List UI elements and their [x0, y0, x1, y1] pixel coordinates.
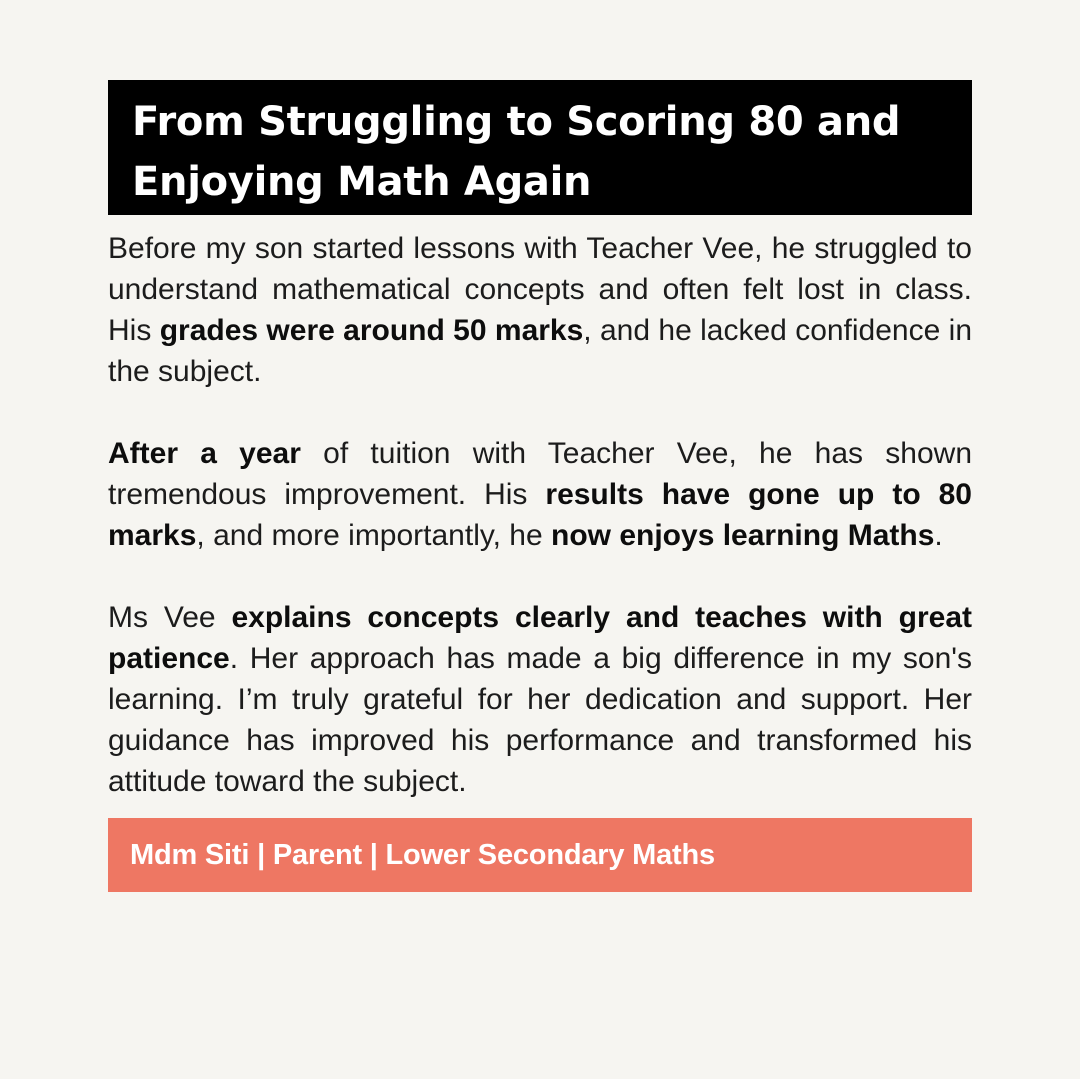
paragraph-3 — [108, 597, 972, 802]
testimonial-title: From Struggling to Scoring 80 and Enjoying Math Again — [132, 99, 901, 205]
testimonial-card — [108, 80, 972, 892]
title-banner — [108, 80, 972, 215]
paragraph-1 — [108, 228, 972, 392]
text-segment: of tuition with Teacher Vee, he has shown tremendous improvement. His — [108, 437, 973, 511]
attribution-banner — [108, 818, 972, 892]
text-segment: . — [934, 519, 943, 552]
paragraph-2 — [108, 433, 972, 556]
attribution-text: Mdm Siti | Parent | Lower Secondary Maths — [130, 838, 715, 871]
bold-highlight: After a year — [108, 437, 301, 470]
bold-highlight: grades were around 50 marks — [159, 314, 584, 347]
text-segment: Before my son started lessons with Teacher Vee, he struggled to understand mathematical concepts and often felt lost in class. His — [108, 232, 972, 347]
text-segment: . Her approach has made a big difference in my son's learning. I’m truly grateful for her dedication and support. Her guidance has improved his performance and transformed his attitude toward the subject. — [108, 642, 972, 798]
bold-highlight: results have gone up to 80 marks — [108, 478, 972, 552]
text-segment: , and he lacked confidence in the subject. — [108, 314, 972, 388]
text-segment: Ms Vee — [108, 601, 232, 634]
text-segment: , and more importantly, he — [196, 519, 552, 552]
bold-highlight: now enjoys learning Maths — [551, 519, 935, 552]
bold-highlight: explains concepts clearly and teaches with great patience — [108, 601, 972, 675]
testimonial-body — [108, 228, 972, 802]
